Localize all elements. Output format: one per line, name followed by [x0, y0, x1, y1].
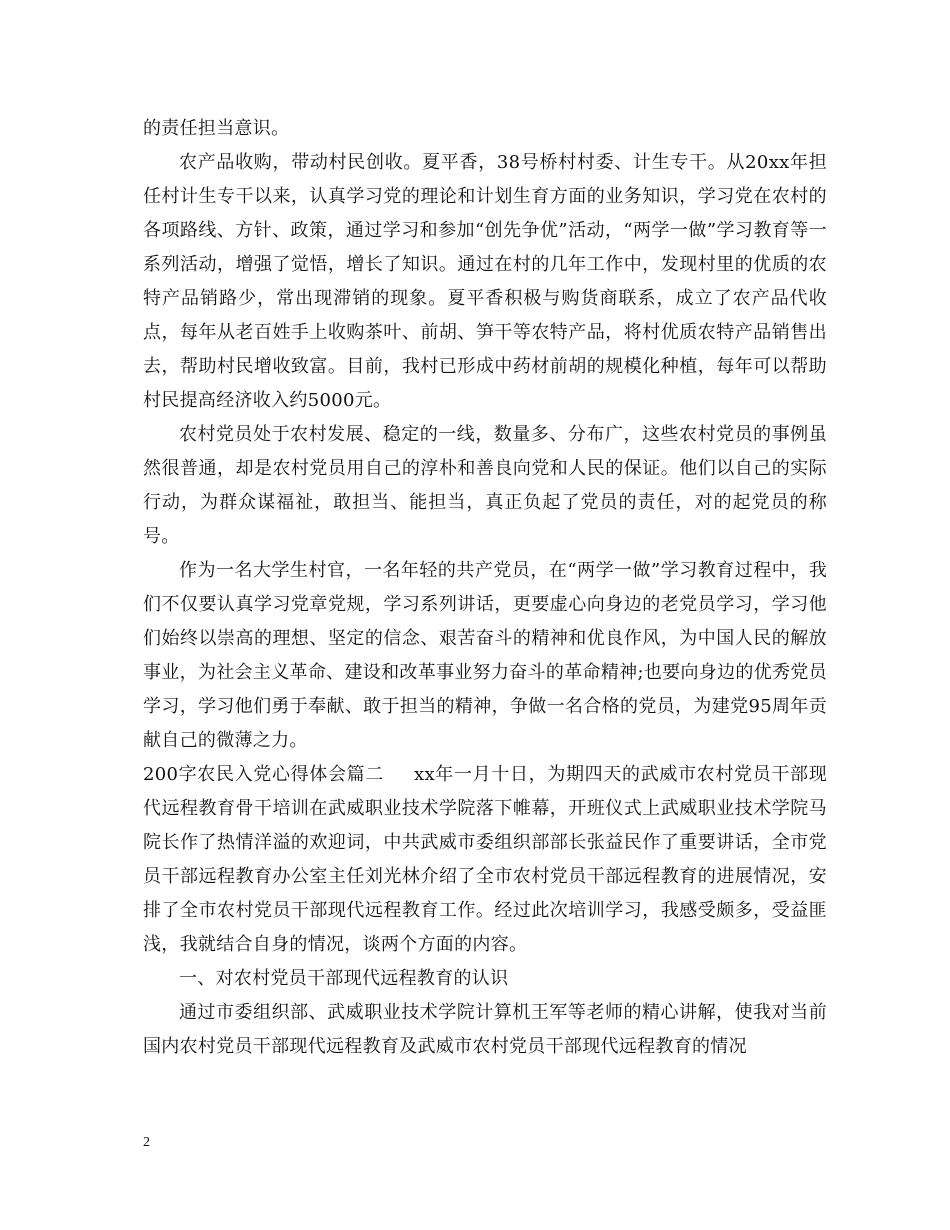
paragraph-4: 作为一名大学生村官，一名年轻的共产党员，在“两学一做”学习教育过程中，我们不仅要认真学习党章党规，学习系列讲话，更要虚心向身边的老党员学习，学习他们始终以崇高的理想、坚定的信念、艰苦奋斗的精神和优良作风，为中国人民的解放事业，为社会主义革命、建设和改革事业努力奋斗的革命精神;也要向身边的优秀党员学习，学习他们勇于奉献、敢于担当的精神，争做一名合格的党员，为建党95周年贡献自己的微薄之力。 [143, 560, 827, 751]
paragraph-3: 农村党员处于农村发展、稳定的一线，数量多、分布广，这些农村党员的事例虽然很普通，却是农村党员用自己的淳朴和善良向党和人民的保证。他们以自己的实际行动，为群众谋福祉，敢担当、能担当，真正负起了党员的责任，对的起党员的称号。 [143, 424, 827, 547]
paragraph-2: 农产品收购，带动村民创收。夏平香，38号桥村村委、计生专干。从20xx年担任村计生专干以来，认真学习党的理论和计划生育方面的业务知识，学习党在农村的各项路线、方针、政策，通过学习和参加“创先争优”活动，“两学一做”学习教育等一系列活动，增强了觉悟，增长了知识。通过在村的几年工作中，发现村里的优质的农特产品销路少，常出现滞销的现象。夏平香积极与购货商联系，成立了农产品代收点，每年从老百姓手上收购茶叶、前胡、笋干等农特产品，将村优质农特产品销售出去，帮助村民增收致富。目前，我村已形成中药材前胡的规模化种植，每年可以帮助村民提高经济收入约5000元。 [143, 152, 827, 411]
section-2-paragraph [143, 758, 827, 962]
paragraph-7: 通过市委组织部、武威职业技术学院计算机王军等老师的精心讲解，使我对当前国内农村党员干部现代远程教育及武威市农村党员干部现代远程教育的情况 [143, 1002, 827, 1057]
section-2-text: xx年一月十日，为期四天的武威市农村党员干部现代远程教育骨干培训在武威职业技术学院落下帷幕，开班仪式上武威职业技术学院马院长作了热情洋溢的欢迎词，中共武威市委组织部部长张益民作了重要讲话，全市党员干部远程教育办公室主任刘光林介绍了全市农村党员干部远程教育的进展情况，安排了全市农村党员干部现代远程教育工作。经过此次培训学习，我感受颇多，受益匪浅，我就结合自身的情况，谈两个方面的内容。 [143, 764, 828, 955]
page-number: 2 [143, 1135, 150, 1150]
document-body [143, 112, 827, 1064]
paragraph-6: 一、对农村党员干部现代远程教育的认识 [179, 968, 509, 989]
paragraph-1: 的责任担当意识。 [143, 118, 290, 139]
section-2-heading: 200字农民入党心得体会篇二 [143, 764, 385, 785]
